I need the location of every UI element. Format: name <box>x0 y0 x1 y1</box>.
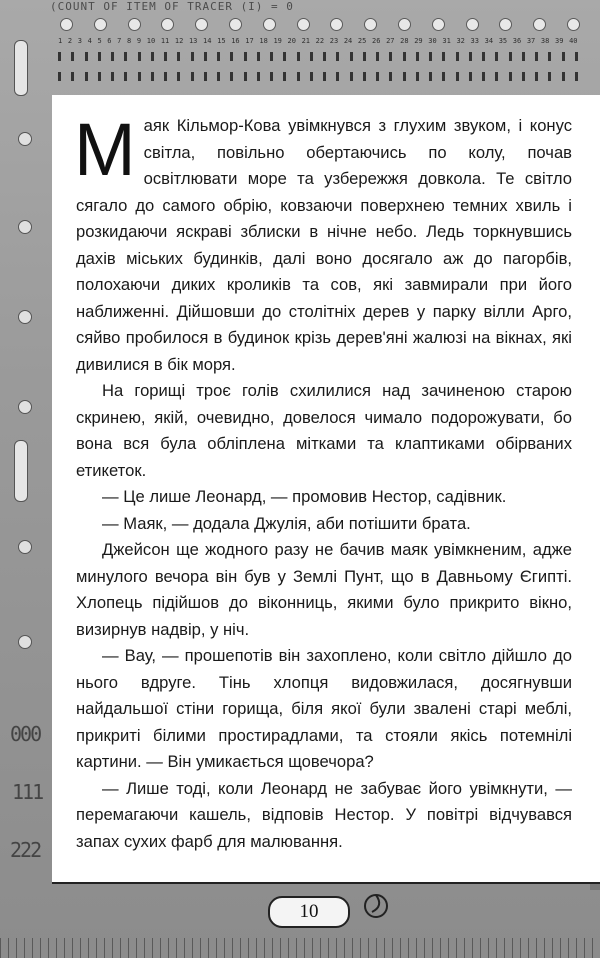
ruler-number: 19 <box>273 37 282 45</box>
punch-tick <box>522 72 525 81</box>
punch-hole <box>94 18 107 31</box>
punch-tick <box>98 52 101 61</box>
punch-hole <box>499 18 512 31</box>
punch-tick <box>111 72 114 81</box>
ruler-number: 40 <box>569 37 578 45</box>
punch-tick <box>177 52 180 61</box>
ruler-number: 34 <box>484 37 494 45</box>
ruler-number: 24 <box>343 37 353 45</box>
punch-tick <box>164 52 167 61</box>
side-hole <box>18 400 32 414</box>
ruler-number: 35 <box>498 37 508 45</box>
ruler-number: 27 <box>386 37 395 45</box>
punch-tick <box>124 72 127 81</box>
punch-tick <box>363 72 366 81</box>
side-hole <box>18 635 32 649</box>
side-hole <box>18 540 32 554</box>
page-number-badge <box>268 896 350 928</box>
ruler-number: 21 <box>301 37 311 45</box>
ruler-number: 23 <box>329 37 339 45</box>
punch-tick <box>442 72 445 81</box>
punch-hole <box>297 18 310 31</box>
ruler-number: 1 <box>58 37 63 45</box>
punch-tick <box>283 72 286 81</box>
punch-tick <box>350 72 353 81</box>
punch-tick <box>244 72 247 81</box>
punch-tick <box>138 72 141 81</box>
punch-tick <box>429 72 432 81</box>
punch-tick <box>138 52 141 61</box>
punch-tick <box>482 52 485 61</box>
punch-tick <box>217 52 220 61</box>
punch-tick <box>535 72 538 81</box>
punch-tick <box>416 72 419 81</box>
punch-hole <box>533 18 546 31</box>
punch-tick <box>323 52 326 61</box>
dropcap-letter: М <box>74 108 136 191</box>
punch-tick <box>204 72 207 81</box>
punch-tick <box>71 72 74 81</box>
punch-tick <box>548 52 551 61</box>
paragraph-6: — Вау, — прошепотів він захоплено, коли світло дійшло до нього вдруге. Тінь хлопця видовжилася, досягнувши найдальшої стіни горища, біля якої були звалені старі меблі, прикриті білими простирадлами, та стояли якісь потемнілі картини. — Він умикається щовечора? <box>76 646 572 771</box>
ruler-number: 37 <box>526 37 536 45</box>
punch-tick <box>58 72 61 81</box>
punch-tick <box>336 72 339 81</box>
punch-hole <box>432 18 445 31</box>
punch-tick <box>230 52 233 61</box>
paragraph-1 <box>74 108 572 378</box>
ruler-number: 9 <box>136 37 142 45</box>
punch-tick <box>297 72 300 81</box>
punch-hole <box>263 18 276 31</box>
punch-hole <box>330 18 343 31</box>
ruler-number: 5 <box>97 37 102 45</box>
punch-tick <box>389 72 392 81</box>
paragraph-4: — Маяк, — додала Джулія, аби потішити брата. <box>102 513 471 533</box>
ruler-number: 26 <box>371 37 381 45</box>
paragraph-7: — Лише тоді, коли Леонард не забуває його увімкнути, — перемагаючи кашель, відповів Нестор. У повітрі відчувався запах сухих фарб для малювання. <box>76 778 572 851</box>
punch-hole <box>229 18 242 31</box>
punch-hole <box>195 18 208 31</box>
punch-tick <box>124 52 127 61</box>
ruler-number: 12 <box>174 37 184 45</box>
punch-tick <box>111 52 114 61</box>
tick-row-upper <box>58 52 578 61</box>
punch-tick <box>177 72 180 81</box>
punch-tick <box>151 52 154 61</box>
punch-tick <box>204 52 207 61</box>
punch-tick <box>230 72 233 81</box>
punch-hole <box>466 18 479 31</box>
punch-hole <box>398 18 411 31</box>
tick-row-middle <box>58 72 578 81</box>
ruler-number: 25 <box>357 37 367 45</box>
punch-hole <box>364 18 377 31</box>
punch-tick <box>244 52 247 61</box>
punch-tick <box>191 52 194 61</box>
ruler-number: 31 <box>442 37 451 45</box>
paragraph-5: Джейсон ще жодного разу не бачив маяк увімкненим, адже минулого вечора він був у Землі Пунт, що в Давньому Єгипті. Хлопець підійшов до віконниць, якими було прикрито вікно, визирнув надвір, у ніч. <box>76 540 572 639</box>
punch-tick <box>548 72 551 81</box>
punch-tick <box>522 52 525 61</box>
text-page <box>52 95 600 884</box>
punch-tick <box>442 52 445 61</box>
punch-tick <box>562 72 565 81</box>
punch-tick <box>257 52 260 61</box>
ruler-number: 17 <box>245 37 254 45</box>
punch-tick <box>469 72 472 81</box>
side-mark-111: 111 <box>12 780 43 804</box>
ruler-number: 15 <box>217 37 226 45</box>
punch-tick <box>535 52 538 61</box>
ruler-number: 8 <box>127 37 132 45</box>
ruler-number: 11 <box>160 37 170 45</box>
side-hole <box>18 310 32 324</box>
punch-tick <box>297 52 300 61</box>
side-mark-222: 222 <box>10 838 41 862</box>
punch-tick <box>323 72 326 81</box>
punch-tick <box>85 52 88 61</box>
punch-tick <box>310 52 313 61</box>
side-hole <box>18 220 32 234</box>
punch-tick <box>482 72 485 81</box>
ruler-number: 13 <box>188 37 198 45</box>
ruler-number: 29 <box>414 37 423 45</box>
punch-hole <box>60 18 73 31</box>
ruler-number: 10 <box>146 37 156 45</box>
swirl-icon <box>362 892 390 920</box>
paragraph-1-text: аяк Кільмор-Кова увімкнувся з глухим звуком, і конус світла, повільно обертаючись по колу, почав освітлювати море та узбережжя довкола. Те світло сягало до самого обрію, ковзаючи поверхнею темних хвиль і розкидаючи яскраві зблиски в нічне небо. Ледь торкнувшись дахів міських будинків, далі воно досягало аж до пагорбів, полохаючи диких кроликів та сов, які завмирали при його наближенні. Дійшовши до столітніх дерев у парку вілли Арго, сяйво пробилося в будинок крізь дерев'яні жалюзі на вікнах, які дивилися в бік моря. <box>76 116 572 374</box>
punch-tick <box>98 72 101 81</box>
punch-tick <box>456 72 459 81</box>
punch-tick <box>376 72 379 81</box>
ruler-number: 30 <box>428 37 437 45</box>
punch-tick <box>416 52 419 61</box>
punch-tick <box>310 72 313 81</box>
punch-tick <box>469 52 472 61</box>
card-header-label: (COUNT OF ITEM OF TRACER (I) = 0 <box>50 0 294 13</box>
ruler-number: 14 <box>203 37 212 45</box>
punch-tick <box>283 52 286 61</box>
side-slot-middle <box>14 440 28 502</box>
side-hole <box>18 132 32 146</box>
punch-tick <box>389 52 392 61</box>
punch-tick <box>495 52 498 61</box>
ruler-number: 32 <box>456 37 465 45</box>
ruler-number: 22 <box>315 37 325 45</box>
ruler-number: 7 <box>117 37 122 45</box>
punch-tick <box>350 52 353 61</box>
top-hole-row <box>60 18 580 31</box>
ruler-number: 33 <box>470 37 479 45</box>
punch-tick <box>164 72 167 81</box>
ruler-number: 28 <box>400 37 409 45</box>
ruler-number: 20 <box>287 37 296 45</box>
ruler-number: 4 <box>87 37 92 45</box>
punch-hole <box>567 18 580 31</box>
ruler-number: 39 <box>555 37 564 45</box>
punch-tick <box>509 72 512 81</box>
ruler-number: 2 <box>67 37 73 45</box>
ruler-number: 16 <box>231 37 240 45</box>
story-text <box>74 108 572 855</box>
ruler-number: 38 <box>540 37 550 45</box>
punch-tick <box>429 52 432 61</box>
punch-tick <box>85 72 88 81</box>
side-mark-000: 000 <box>10 722 41 746</box>
punch-tick <box>217 72 220 81</box>
paragraph-2: На горищі троє голів схилилися над зачиненою старою скринею, якій, очевидно, довелося чимало подорожувати, бо вона вся була обліплена мітками та клаптиками обірваних етикеток. <box>76 381 572 480</box>
page-number: 10 <box>299 901 319 922</box>
punch-hole <box>128 18 141 31</box>
punch-tick <box>363 52 366 61</box>
punch-tick <box>336 52 339 61</box>
punch-tick <box>575 52 578 61</box>
punch-tick <box>403 72 406 81</box>
paragraph-3: — Це лише Леонард, — промовив Нестор, садівник. <box>102 487 507 506</box>
punch-tick <box>270 52 273 61</box>
punch-tick <box>562 52 565 61</box>
ruler-numbers <box>58 37 578 45</box>
punch-tick <box>575 72 578 81</box>
punch-tick <box>257 72 260 81</box>
punch-tick <box>376 52 379 61</box>
punch-tick <box>403 52 406 61</box>
punch-tick <box>71 52 74 61</box>
ruler-number: 36 <box>512 37 522 45</box>
ruler-number: 18 <box>259 37 268 45</box>
punch-hole <box>161 18 174 31</box>
punch-tick <box>495 72 498 81</box>
punch-tick <box>270 72 273 81</box>
ruler-number: 6 <box>107 37 112 45</box>
punch-tick <box>509 52 512 61</box>
punch-tick <box>58 52 61 61</box>
punch-tick <box>151 72 154 81</box>
punch-tick <box>191 72 194 81</box>
ruler-number: 3 <box>77 37 82 45</box>
punch-tick <box>456 52 459 61</box>
bottom-ruler <box>0 938 600 958</box>
side-slot-top <box>14 40 28 96</box>
